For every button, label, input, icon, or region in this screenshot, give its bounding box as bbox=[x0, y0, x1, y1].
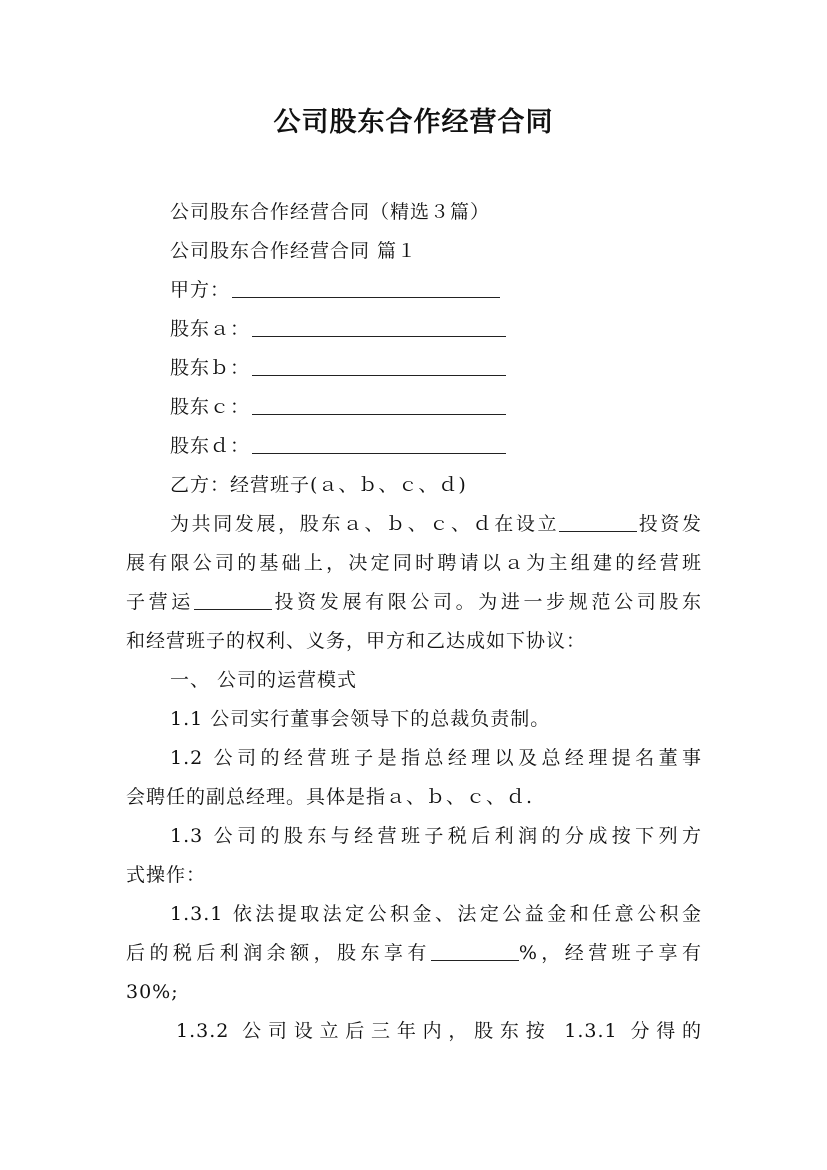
clause-1-2-line2: 会聘任的副总经理。具体是指ａ、ｂ、ｃ、ｄ. bbox=[126, 786, 534, 808]
shareholder-b-blank bbox=[252, 355, 506, 376]
para1-blank2 bbox=[194, 589, 272, 610]
party-b-line: 乙方：经营班子(ａ、ｂ、ｃ、ｄ) bbox=[170, 474, 467, 496]
para1-line3 bbox=[126, 588, 702, 616]
clause-1-3-2-line1: 1.3.2 公司设立后三年内，股东按 1.3.1 分得的 bbox=[176, 1020, 702, 1042]
para1-line1-text: 为共同发展，股东ａ、ｂ、ｃ、ｄ在设立 bbox=[170, 513, 560, 535]
para1-line3-tail: 投资发展有限公司。为进一步规范公司股东 bbox=[271, 591, 702, 613]
clause-1-3-1-line1: 1.3.1 依法提取法定公积金、法定公益金和任意公积金 bbox=[170, 903, 702, 925]
clause-1-3-1-line3: 30%; bbox=[126, 981, 179, 1003]
shareholder-a-line bbox=[170, 315, 702, 343]
clause-1-3-1-blank bbox=[431, 940, 519, 961]
party-a-label: 甲方： bbox=[170, 279, 231, 301]
shareholder-a-label: 股东ａ： bbox=[170, 318, 251, 340]
para1-line4: 和经营班子的权利、义务，甲方和乙达成如下协议： bbox=[126, 630, 587, 652]
party-a-line bbox=[170, 276, 702, 304]
para1-blank1 bbox=[559, 511, 637, 532]
shareholder-c-blank bbox=[252, 394, 506, 415]
para1-line3-text: 子营运 bbox=[126, 591, 194, 613]
para1-line1 bbox=[170, 510, 702, 538]
shareholder-a-blank bbox=[252, 316, 506, 337]
shareholder-b-label: 股东ｂ： bbox=[170, 357, 251, 379]
clause-1-1: 1.1 公司实行董事会领导下的总裁负责制。 bbox=[170, 708, 551, 730]
page-title: 公司股东合作经营合同 bbox=[273, 107, 554, 138]
clause-1-3-line2: 式操作： bbox=[126, 864, 207, 886]
para1-line1-tail: 投资发 bbox=[637, 513, 702, 535]
shareholder-d-label: 股东ｄ： bbox=[170, 435, 251, 457]
clause-1-3-1-text: 后的税后利润余额，股东享有 bbox=[126, 942, 431, 964]
section-1-heading: 一、 公司的运营模式 bbox=[170, 669, 358, 691]
piece-heading: 公司股东合作经营合同 篇１ bbox=[170, 240, 418, 262]
shareholder-b-line bbox=[170, 354, 702, 382]
clause-1-3-1-tail: %，经营班子享有 bbox=[518, 942, 702, 964]
shareholder-d-blank bbox=[252, 433, 506, 454]
clause-1-3-line1: 1.3 公司的股东与经营班子税后利润的分成按下列方 bbox=[170, 825, 702, 847]
clause-1-2-line1: 1.2 公司的经营班子是指总经理以及总经理提名董事 bbox=[170, 747, 702, 769]
shareholder-d-line bbox=[170, 432, 702, 460]
shareholder-c-label: 股东ｃ： bbox=[170, 396, 251, 418]
clause-1-3-1-line2 bbox=[126, 939, 702, 967]
shareholder-c-line bbox=[170, 393, 702, 421]
subtitle-line: 公司股东合作经营合同（精选３篇） bbox=[170, 201, 491, 223]
para1-line2: 展有限公司的基础上，决定同时聘请以ａ为主组建的经营班 bbox=[126, 552, 702, 574]
party-a-blank bbox=[232, 277, 500, 298]
